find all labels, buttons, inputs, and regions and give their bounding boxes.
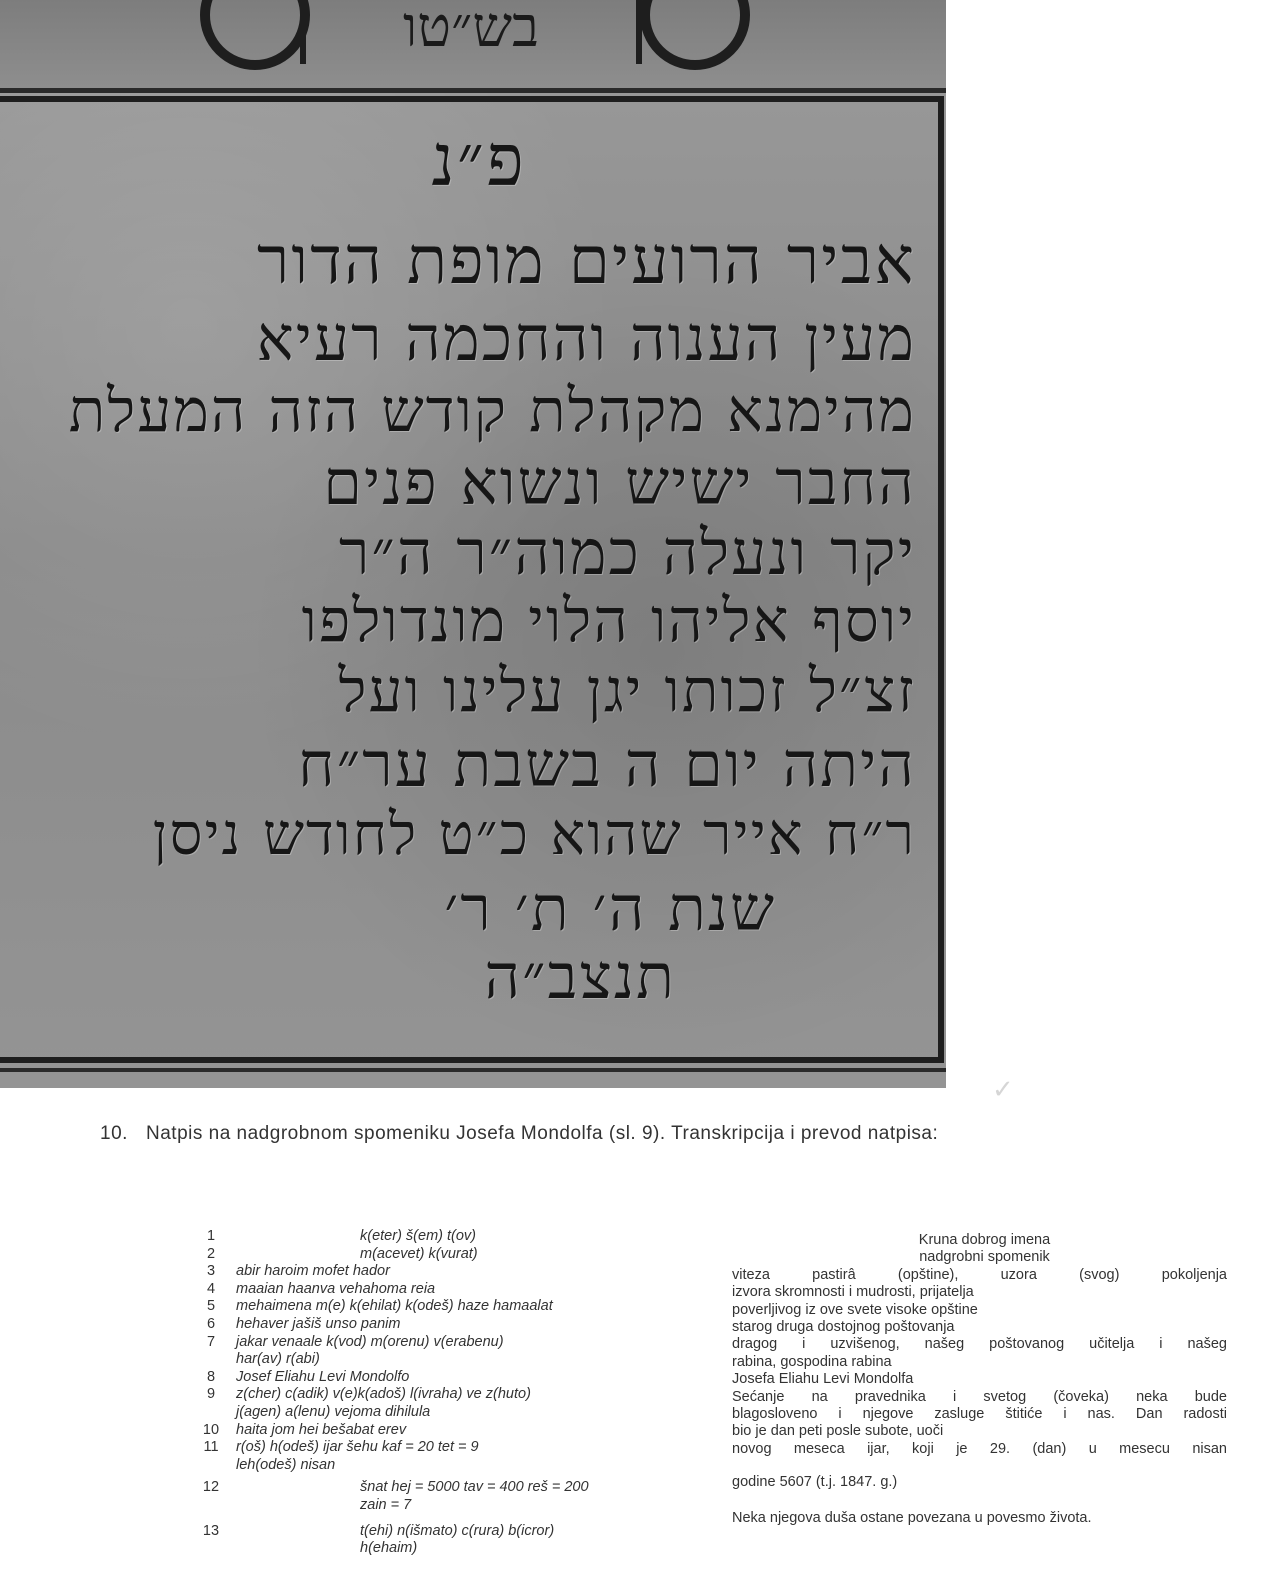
transcription-text: har(av) r(abi) — [236, 1351, 320, 1368]
translation-line: rabina, gospodina rabina — [732, 1353, 892, 1370]
inscription-line: זצ״ל זכותו יגן עלינו ועל — [338, 656, 916, 726]
line-number: 12 — [202, 1479, 220, 1496]
translation-line: Neka njegova duša ostane povezana u povesmo života. — [732, 1509, 1092, 1526]
transcription-text: haita jom hei bešabat erev — [236, 1421, 407, 1438]
transcription-text: k(eter) š(em) t(ov) — [360, 1228, 476, 1244]
line-number: 6 — [206, 1316, 216, 1332]
transcription-text: t(ehi) n(išmato) c(rura) b(icror) — [360, 1522, 555, 1539]
check-icon: ✓ — [992, 1074, 1014, 1104]
figure-caption-text: Natpis na nadgrobnom spomeniku Josefa Mondolfa (sl. 9). Transkripcija i prevod natpisa: — [146, 1123, 939, 1144]
translation-line: nadgrobni spomenik — [919, 1249, 1050, 1266]
translation-line: novog meseca ijar, koji je 29. (dan) u mesecu nisan — [732, 1440, 1227, 1457]
figure-caption — [100, 1123, 950, 1144]
line-number: 8 — [206, 1368, 216, 1385]
translation-line: izvora skromnosti i mudrosti, prijatelja — [732, 1284, 974, 1301]
tombstone-base-line — [0, 1068, 946, 1072]
line-number: 13 — [202, 1522, 220, 1539]
transcription-text: šnat hej = 5000 tav = 400 reš = 200 — [360, 1479, 589, 1496]
inscription-line: מעין הענוה והחכמה רעיא — [256, 302, 916, 375]
transcription-text: leh(odeš) nisan — [236, 1456, 336, 1473]
inscription-line: פ״נ — [431, 118, 526, 202]
transcription-text: h(ehaim) — [360, 1540, 418, 1557]
inscription-line: אביר הרועים מופת הדור — [256, 222, 916, 299]
translation-line: godine 5607 (t.j. 1847. g.) — [732, 1474, 898, 1491]
translation-column — [732, 1232, 1227, 1527]
translation-line: poverljivog iz ove svete visoke opštine — [732, 1301, 978, 1318]
inscription-line: יוסף אליהו הלוי מונדולפו — [301, 586, 916, 656]
tombstone-top-letters: בש״טו — [300, 0, 642, 64]
line-number: 4 — [206, 1280, 216, 1297]
translation-line: Sećanje na pravednika i svetog (čoveka) neka bude — [732, 1388, 1227, 1405]
inscription-line: היתה יום ה בשבת ער״ח — [298, 728, 916, 801]
line-number: 9 — [206, 1386, 216, 1403]
translation-line: dragog i uzvišenog, našeg poštovanog učitelja i našeg — [732, 1336, 1227, 1353]
inscription-line: שנת ה׳ ת׳ ר׳ — [444, 872, 776, 945]
translation-line: viteza pastirâ (opštine), uzora (svog) pokoljenja — [732, 1266, 1227, 1283]
translation-line: blagosloveno i njegove zasluge štitiće i nas. Dan radosti — [732, 1406, 1227, 1423]
translation-line: bio je dan peti posle subote, uoči — [732, 1423, 944, 1440]
transcription-text: z(cher) c(adik) v(e)k(adoš) l(ivraha) ve z(huto) — [236, 1386, 531, 1403]
figure-number: 10. — [100, 1123, 128, 1144]
inscription-line: ר״ח אייר שהוא כ״ט לחודש ניסן — [152, 800, 916, 868]
inscription-line: תנצב״ה — [484, 940, 676, 1013]
inscription-line: החבר ישיש ונשוא פנים — [323, 446, 916, 519]
line-number: 10 — [202, 1421, 220, 1438]
transcription-text: j(agen) a(lenu) vejoma dihilula — [236, 1404, 431, 1420]
translation-line: Kruna dobrog imena — [918, 1232, 1051, 1248]
line-number: 11 — [203, 1439, 219, 1456]
transcription-text: hehaver jašiš unso panim — [236, 1316, 401, 1332]
transcription-text: zain = 7 — [360, 1497, 412, 1513]
transcription-text: m(acevet) k(vurat) — [360, 1245, 478, 1262]
transcription-text: Josef Eliahu Levi Mondolfo — [236, 1368, 410, 1385]
transcription-text: jakar venaale k(vod) m(orenu) v(erabenu) — [236, 1333, 504, 1350]
line-number: 5 — [206, 1298, 216, 1315]
line-number: 2 — [206, 1245, 216, 1262]
line-number: 3 — [206, 1263, 216, 1280]
line-number: 1 — [206, 1228, 216, 1244]
transcription-text: abir haroim mofet hador — [236, 1263, 390, 1280]
transcription-text: r(oš) h(odeš) ijar šehu kaf = 20 tet = 9 — [236, 1439, 479, 1456]
transcription-text: mehaimena m(e) k(ehilat) k(odeš) haze hamaalat — [236, 1298, 553, 1315]
translation-line: starog druga dostojnog poštovanja — [732, 1319, 955, 1336]
transcription-text: maaian haanva vehahoma reia — [236, 1280, 436, 1297]
inscription-line: יקר ונעלה כמוה״ר ה״ר — [338, 516, 916, 589]
inscription-line: מהימנא מקהלת קודש הזה המעלת — [68, 376, 916, 446]
translation-line: Josefa Eliahu Levi Mondolfa — [732, 1371, 914, 1388]
line-number: 7 — [206, 1333, 216, 1350]
